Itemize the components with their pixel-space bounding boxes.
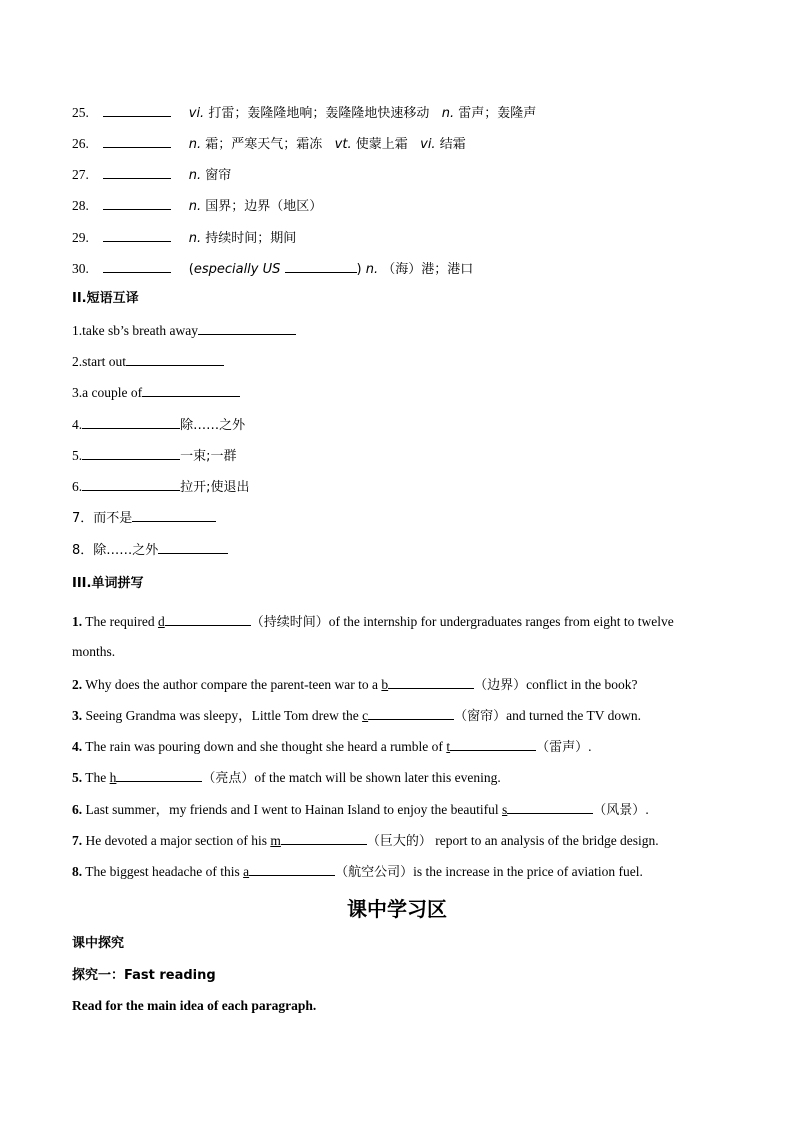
answer-blank[interactable] — [82, 415, 180, 429]
item-number: 6. — [72, 802, 83, 817]
spelling-item — [72, 768, 501, 788]
chinese-hint: （持续时间） — [250, 615, 329, 630]
definition: n. 霜；严寒天气；霜冻 vt. 使蒙上霜 vi. 结霜 — [188, 137, 466, 152]
item-number: 29. — [72, 230, 89, 245]
answer-blank[interactable] — [507, 800, 593, 814]
spelling-item — [72, 675, 638, 695]
answer-blank[interactable] — [103, 196, 171, 210]
sentence-start: The — [85, 770, 110, 785]
answer-blank[interactable] — [198, 321, 296, 335]
answer-blank[interactable] — [126, 352, 224, 366]
instruction: Read for the main idea of each paragraph. — [72, 998, 317, 1013]
sentence-end: report to an analysis of the bridge design. — [431, 833, 659, 848]
item-number: 4. — [72, 739, 83, 754]
item-number: 3. — [72, 708, 83, 723]
chinese-hint: （边界） — [474, 678, 527, 693]
hint-letter: b — [381, 677, 389, 692]
phrase-item — [72, 415, 245, 435]
item-number: 25. — [72, 105, 89, 120]
sentence-end: . — [588, 739, 592, 754]
spelling-item — [72, 612, 674, 632]
spelling-item-continued — [72, 643, 115, 661]
item-number: 2. — [72, 677, 83, 692]
sentence-end: is the increase in the price of aviation fuel. — [413, 864, 643, 879]
answer-blank[interactable] — [103, 259, 171, 273]
answer-blank[interactable] — [103, 228, 171, 242]
sentence-end: conflict in the book? — [526, 677, 638, 692]
phrase-text: 8．除……之外 — [72, 543, 159, 558]
hint-letter: s — [502, 802, 508, 817]
hint-letter: c — [362, 708, 369, 723]
answer-blank[interactable] — [132, 508, 216, 522]
answer-blank[interactable] — [142, 383, 240, 397]
chinese-hint: （亮点） — [202, 771, 255, 786]
vocab-item — [72, 196, 322, 216]
item-number: 30. — [72, 261, 89, 276]
answer-blank[interactable] — [103, 103, 171, 117]
sentence-start: The required — [85, 614, 158, 629]
phrase-item — [72, 383, 240, 402]
chinese-hint: （窗帘） — [454, 709, 507, 724]
answer-blank[interactable] — [158, 540, 228, 554]
sentence-start: He devoted a major section of his — [85, 833, 271, 848]
phrase-number: 4. — [72, 417, 83, 432]
phrase-item — [72, 508, 216, 528]
definition: n. 窗帘 — [188, 168, 232, 183]
item-number: 27. — [72, 167, 89, 182]
hint-letter: h — [109, 770, 117, 785]
item-number: 28. — [72, 198, 89, 213]
vocab-item — [72, 103, 536, 123]
spelling-item — [72, 800, 649, 820]
sentence-start: Why does the author compare the parent-teen war to a — [85, 677, 382, 692]
section-heading-spelling: III.单词拼写 — [72, 576, 144, 591]
answer-blank[interactable] — [103, 134, 171, 148]
item-number: 26. — [72, 136, 89, 151]
item-number: 8. — [72, 864, 83, 879]
definition: vi. 打雷；轰隆隆地响；轰隆隆地快速移动 n. 雷声；轰隆声 — [188, 106, 537, 121]
vocab-item — [72, 259, 473, 279]
vocab-item — [72, 134, 466, 154]
vocab-item — [72, 165, 231, 185]
phrase-text: 拉开;使退出 — [180, 480, 250, 495]
answer-blank[interactable] — [281, 831, 367, 845]
answer-blank[interactable] — [165, 612, 251, 626]
answer-blank[interactable] — [249, 862, 335, 876]
answer-blank[interactable] — [388, 675, 474, 689]
subheading: 课中探究 — [72, 936, 125, 951]
explore-label: 探究一：Fast reading — [72, 968, 216, 983]
chinese-hint: （巨大的） — [366, 834, 432, 849]
explore-heading — [72, 966, 216, 985]
sentence-continuation: months. — [72, 644, 116, 659]
hint-letter: m — [270, 833, 281, 848]
spelling-item — [72, 706, 641, 726]
item-number: 7. — [72, 833, 83, 848]
answer-blank[interactable] — [82, 446, 180, 460]
sentence-start: Seeing Grandma was sleepy，Little Tom drew the — [85, 708, 363, 723]
spelling-item — [72, 831, 659, 851]
hint-letter: a — [243, 864, 250, 879]
phrase-item — [72, 446, 237, 466]
phrase-number: 6. — [72, 479, 83, 494]
answer-blank[interactable] — [82, 477, 180, 491]
phrase-number: 5. — [72, 448, 83, 463]
sentence-start: Last summer，my friends and I went to Hainan Island to enjoy the beautiful — [85, 802, 503, 817]
answer-blank[interactable] — [116, 768, 202, 782]
item-number: 5. — [72, 770, 83, 785]
answer-blank[interactable] — [103, 165, 171, 179]
spelling-item — [72, 737, 591, 757]
answer-blank[interactable] — [368, 706, 454, 720]
phrase-item — [72, 321, 296, 340]
spelling-item — [72, 862, 643, 882]
sentence-end: . — [645, 802, 649, 817]
definition: n. 国界；边界（地区） — [188, 199, 323, 214]
sentence-start: The rain was pouring down and she thought she heard a rumble of — [85, 739, 447, 754]
chinese-hint: （雷声） — [536, 740, 589, 755]
sentence-end: of the internship for undergraduates ranges from eight to twelve — [328, 614, 674, 629]
phrase-item — [72, 540, 228, 560]
phrase-text: 1.take sb’s breath away — [72, 323, 198, 338]
vocab-item — [72, 228, 296, 248]
chinese-hint: （航空公司） — [335, 865, 414, 880]
definition: (especially US ) n. （海）港；港口 — [189, 262, 474, 277]
phrase-text: 除……之外 — [180, 418, 246, 433]
item-number: 1. — [72, 614, 83, 629]
phrase-text: 一束;一群 — [180, 449, 237, 464]
phrase-text: 7．而不是 — [72, 511, 133, 526]
phrase-item — [72, 352, 224, 371]
phrase-item — [72, 477, 250, 497]
chinese-hint: （风景） — [593, 803, 646, 818]
sentence-start: The biggest headache of this — [85, 864, 244, 879]
answer-blank-us[interactable] — [285, 259, 357, 273]
phrase-text: 2.start out — [72, 354, 126, 369]
sentence-end: of the match will be shown later this evening. — [254, 770, 501, 785]
section-title: 课中学习区 — [347, 897, 447, 921]
answer-blank[interactable] — [450, 737, 536, 751]
definition: n. 持续时间；期间 — [188, 231, 297, 246]
phrase-text: 3.a couple of — [72, 385, 143, 400]
hint-letter: t — [446, 739, 451, 754]
sentence-end: and turned the TV down. — [506, 708, 641, 723]
hint-letter: d — [157, 614, 165, 629]
section-heading-phrases: II.短语互译 — [72, 291, 139, 306]
